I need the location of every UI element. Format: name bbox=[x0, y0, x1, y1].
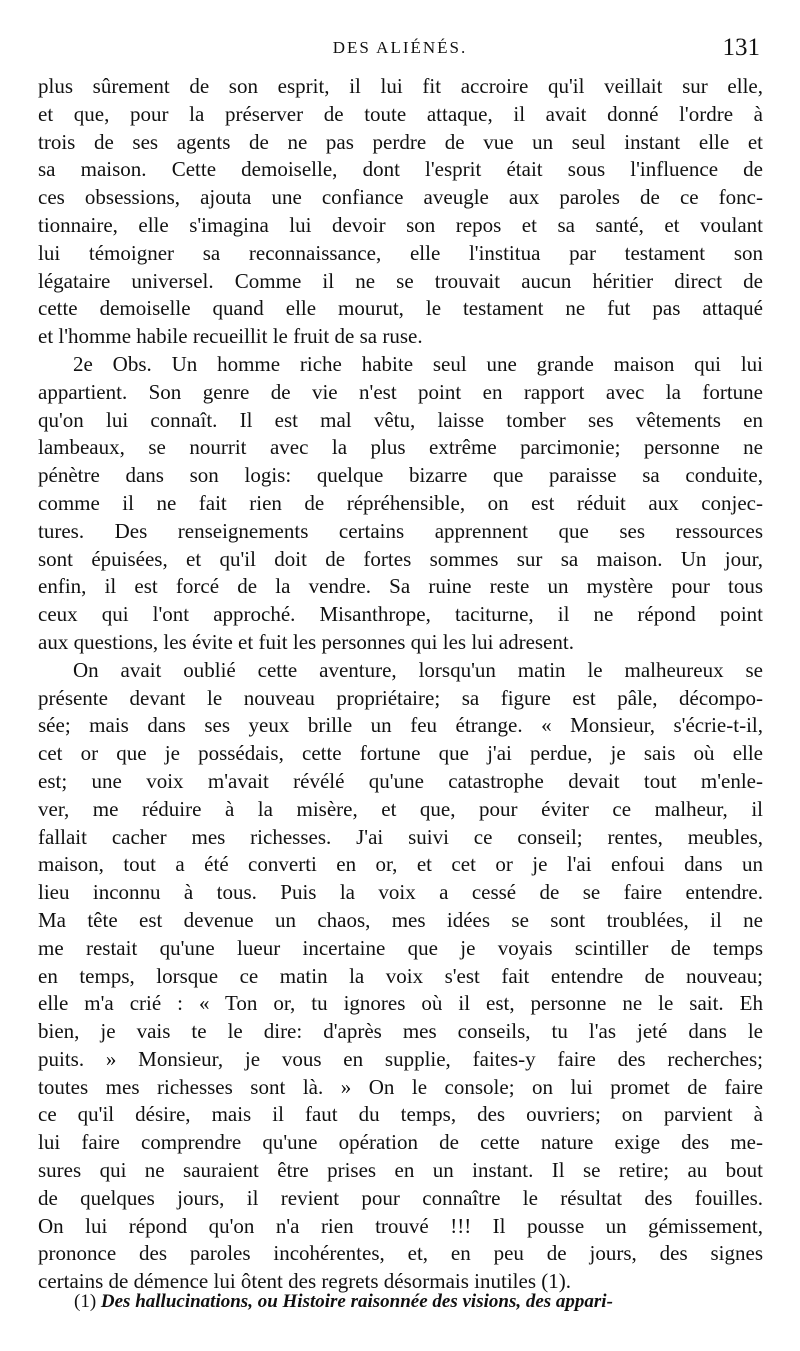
text-line: cette demoiselle quand elle mourut, le testament ne fut pas attaqué bbox=[38, 296, 763, 321]
text-line: elle m'a crié : « Ton or, tu ignores où il est, personne ne le sait. Eh bbox=[38, 991, 763, 1016]
text-line: certains de démence lui ôtent des regrets désormais inutiles (1). bbox=[38, 1269, 571, 1294]
text-line: trois de ses agents de ne pas perdre de vue un seul instant elle et bbox=[38, 129, 763, 154]
text-line: Ma tête est devenue un chaos, mes idées se sont troublées, il ne bbox=[38, 907, 763, 932]
text-line: et l'homme habile recueillit le fruit de sa ruse. bbox=[38, 324, 423, 349]
text-line: me restait qu'une lueur incertaine que je voyais scintiller de temps bbox=[38, 935, 763, 960]
page-header bbox=[40, 34, 760, 64]
text-line: cet or que je possédais, cette fortune que j'ai perdue, je sais où elle bbox=[38, 741, 763, 766]
text-line: ver, me réduire à la misère, et que, pour éviter ce malheur, il bbox=[38, 796, 763, 821]
text-line: qu'on lui connaît. Il est mal vêtu, laisse tomber ses vêtements en bbox=[38, 407, 763, 432]
text-line: plus sûrement de son esprit, il lui fit accroire qu'il veillait sur elle, bbox=[38, 74, 763, 98]
text-line: ce qu'il désire, mais il faut du temps, des ouvriers; on parvient à bbox=[38, 1102, 763, 1127]
footnote bbox=[74, 1291, 762, 1313]
text-line: appartient. Son genre de vie n'est point en rapport avec la fortune bbox=[38, 379, 763, 404]
text-line: On avait oublié cette aventure, lorsqu'un matin le malheureux se bbox=[73, 657, 763, 682]
text-line: toutes mes richesses sont là. » On le console; on lui promet de faire bbox=[38, 1074, 763, 1099]
text-line: sa maison. Cette demoiselle, dont l'esprit était sous l'influence de bbox=[38, 157, 763, 182]
text-line: maison, tout a été converti en or, et cet or je l'ai enfoui dans un bbox=[38, 852, 763, 877]
text-line: sures qui ne sauraient être prises en un instant. Il se retire; au bout bbox=[38, 1158, 763, 1183]
text-line: lambeaux, se nourrit avec la plus extrême parcimonie; personne ne bbox=[38, 435, 763, 460]
text-line: légataire universel. Comme il ne se trouvait aucun héritier direct de bbox=[38, 268, 763, 293]
footnote-text: Des hallucinations, ou Histoire raisonnée des visions, des appari- bbox=[100, 1291, 613, 1312]
text-line: est; une voix m'avait révélé qu'une catastrophe devait tout m'enle- bbox=[38, 768, 763, 793]
text-line: aux questions, les évite et fuit les personnes qui les lui adresent. bbox=[38, 629, 574, 654]
text-line: prononce des paroles incohérentes, et, en peu de jours, des signes bbox=[38, 1241, 763, 1266]
text-line: sée; mais dans ses yeux brille un feu étrange. « Monsieur, s'écrie-t-il, bbox=[38, 713, 763, 738]
page-number: 131 bbox=[722, 34, 760, 61]
text-line: comme il ne fait rien de répréhensible, on est réduit aux conjec- bbox=[38, 490, 763, 515]
text-line: lieu inconnu à tous. Puis la voix a cessé de se faire entendre. bbox=[38, 880, 763, 905]
text-line: lui témoigner sa reconnaissance, elle l'institua par testament son bbox=[38, 240, 763, 265]
text-line: sont épuisées, et qu'il doit de fortes sommes sur sa maison. Un jour, bbox=[38, 546, 763, 571]
text-line: On lui répond qu'on n'a rien trouvé !!! Il pousse un gémissement, bbox=[38, 1213, 763, 1238]
text-line: pénètre dans son logis: quelque bizarre que paraisse sa conduite, bbox=[38, 463, 763, 488]
body-text bbox=[38, 73, 763, 1296]
text-line: présente devant le nouveau propriétaire; sa figure est pâle, décompo- bbox=[38, 685, 763, 710]
text-line: de quelques jours, il revient pour connaître le résultat des fouilles. bbox=[38, 1185, 763, 1210]
text-line: ceux qui l'ont approché. Misanthrope, taciturne, il ne répond point bbox=[38, 602, 763, 627]
text-line: tionnaire, elle s'imagina lui devoir son repos et sa santé, et voulant bbox=[38, 212, 763, 237]
text-line: fallait cacher mes richesses. J'ai suivi ce conseil; rentes, meubles, bbox=[38, 824, 763, 849]
text-line: lui faire comprendre qu'une opération de cette nature exige des me- bbox=[38, 1130, 763, 1155]
text-line: 2e Obs. Un homme riche habite seul une grande maison qui lui bbox=[73, 351, 763, 376]
text-line: et que, pour la préserver de toute attaque, il avait donné l'ordre à bbox=[38, 101, 763, 126]
text-line: tures. Des renseignements certains apprennent que ses ressources bbox=[38, 518, 763, 543]
text-line: bien, je vais te le dire: d'après mes conseils, tu l'as jeté dans le bbox=[38, 1019, 763, 1044]
footnote-marker: (1) bbox=[74, 1291, 97, 1312]
running-head: DES ALIÉNÉS. bbox=[332, 38, 468, 57]
text-line: enfin, il est forcé de la vendre. Sa ruine reste un mystère pour tous bbox=[38, 574, 763, 599]
text-line: en temps, lorsque ce matin la voix s'est fait entendre de nouveau; bbox=[38, 963, 763, 988]
text-line: ces obsessions, ajouta une confiance aveugle aux paroles de ce fonc- bbox=[38, 185, 763, 210]
text-line: puits. » Monsieur, je vous en supplie, faites-y faire des recherches; bbox=[38, 1046, 763, 1071]
